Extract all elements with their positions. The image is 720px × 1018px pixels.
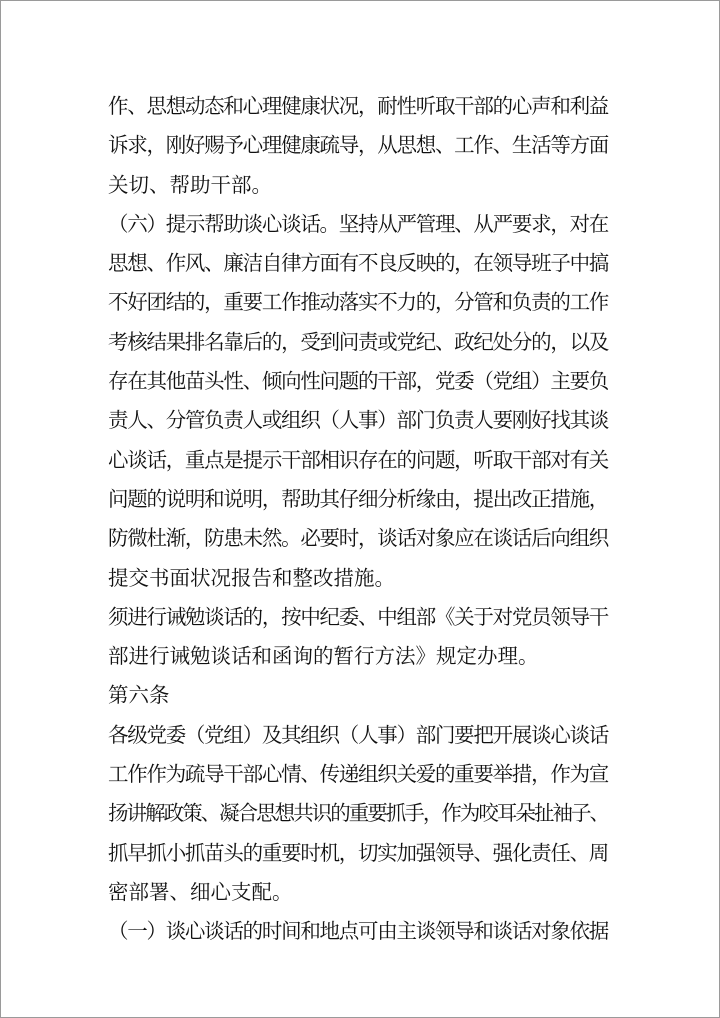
text-line: 须进行诫勉谈话的，按中纪委、中组部《关于对党员领导干 xyxy=(108,604,608,629)
text-line: 扬讲解政策、凝合思想共识的重要抓手，作为咬耳朵扯袖子、 xyxy=(108,801,608,826)
text-line: 存在其他苗头性、倾向性问题的干部，党委（党组）主要负 xyxy=(108,369,608,394)
text-line: 心谈话，重点是提示干部相识存在的问题，听取干部对有关 xyxy=(108,447,608,472)
text-line: 提交书面状况报告和整改措施。 xyxy=(108,565,395,590)
text-line: 密部署、细心支配。 xyxy=(108,879,293,904)
text-line: 关切、帮助干部。 xyxy=(108,172,272,197)
text-line: 考核结果排名靠后的，受到问责或党纪、政纪处分的，以及 xyxy=(108,329,608,354)
text-line: （六）提示帮助谈心谈话。坚持从严管理、从严要求，对在 xyxy=(108,211,608,236)
text-line: 工作作为疏导干部心情、传递组织关爱的重要举措，作为宣 xyxy=(108,762,608,787)
text-line: 部进行诫勉谈话和函询的暂行方法》规定办理。 xyxy=(108,644,539,669)
text-line: 抓早抓小抓苗头的重要时机，切实加强领导、强化责任、周 xyxy=(108,840,608,865)
text-line: 各级党委（党组）及其组织（人事）部门要把开展谈心谈话 xyxy=(108,722,608,747)
article-heading: 第六条 xyxy=(108,683,170,708)
text-line: 作、思想动态和心理健康状况，耐性听取干部的心声和利益 xyxy=(108,94,608,118)
text-line: （一）谈心谈话的时间和地点可由主谈领导和谈话对象依据 xyxy=(108,919,608,944)
text-line: 防微杜渐，防患未然。必要时，谈话对象应在谈话后向组织 xyxy=(108,526,608,551)
document-body xyxy=(108,87,608,952)
text-line: 思想、作风、廉洁自律方面有不良反映的，在领导班子中搞 xyxy=(108,251,608,276)
text-line: 诉求，刚好赐予心理健康疏导，从思想、工作、生活等方面 xyxy=(108,133,608,158)
text-line: 责人、分管负责人或组织（人事）部门负责人要刚好找其谈 xyxy=(108,408,608,433)
text-line: 问题的说明和说明，帮助其仔细分析缘由，提出改正措施， xyxy=(108,486,608,511)
text-line: 不好团结的，重要工作推动落实不力的，分管和负责的工作 xyxy=(108,290,608,315)
